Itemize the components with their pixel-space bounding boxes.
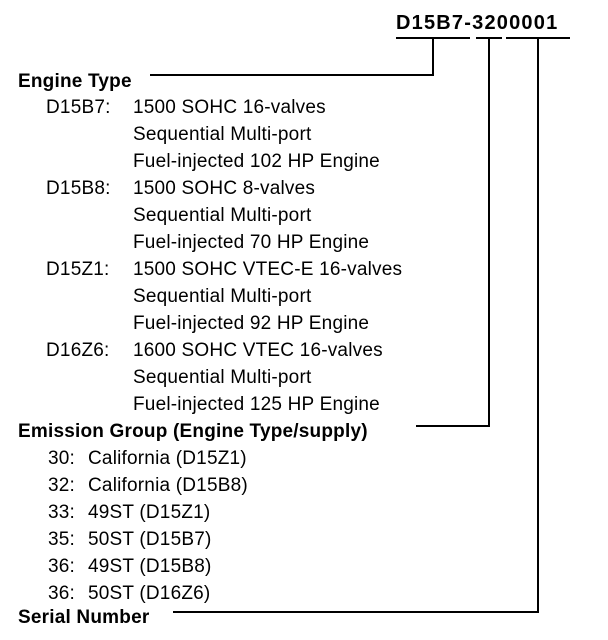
engine-desc-line: Fuel-injected 92 HP Engine [133, 313, 370, 334]
engine-code-d15z1: D15Z1: [46, 259, 110, 280]
engine-desc-line: Sequential Multi-port [133, 205, 312, 226]
serial-code: 00001 [496, 12, 559, 34]
emission-code: 33: [48, 502, 76, 523]
emission-desc: California (D15B8) [88, 475, 248, 496]
emission-desc: 50ST (D15B7) [88, 529, 212, 550]
emission-code: 32: [48, 475, 76, 496]
engine-code-d16z6: D16Z6: [46, 340, 110, 361]
emission-desc: 50ST (D16Z6) [88, 583, 211, 604]
emission-group-heading: Emission Group (Engine Type/supply) [18, 421, 368, 442]
engine-desc-line: Sequential Multi-port [133, 286, 312, 307]
engine-desc-line: Fuel-injected 70 HP Engine [133, 232, 370, 253]
engine-desc-line: Fuel-injected 125 HP Engine [133, 394, 380, 415]
engine-desc-line: Sequential Multi-port [133, 367, 312, 388]
engine-desc-line: 1500 SOHC 16-valves [133, 97, 326, 118]
emission-desc: 49ST (D15Z1) [88, 502, 211, 523]
engine-desc-line: 1600 SOHC VTEC 16-valves [133, 340, 383, 361]
engine-type-heading: Engine Type [18, 71, 132, 92]
engine-number-code [396, 12, 558, 34]
emission-code: 35: [48, 529, 76, 550]
emission-code: 30: [48, 448, 76, 469]
engine-code-d15b8: D15B8: [46, 178, 111, 199]
emission-desc: 49ST (D15B8) [88, 556, 212, 577]
serial-number-heading: Serial Number [18, 607, 150, 628]
emission-code: 36: [48, 556, 76, 577]
emission-code: 36: [48, 583, 76, 604]
engine-code-d15b7: D15B7: [46, 97, 111, 118]
emission-desc: California (D15Z1) [88, 448, 247, 469]
emission-group-code: 32 [472, 12, 497, 34]
engine-desc-line: 1500 SOHC VTEC-E 16-valves [133, 259, 403, 280]
engine-desc-line: Sequential Multi-port [133, 124, 312, 145]
engine-desc-line: 1500 SOHC 8-valves [133, 178, 316, 199]
engine-code-prefix: D15B7- [396, 12, 473, 34]
engine-desc-line: Fuel-injected 102 HP Engine [133, 151, 380, 172]
